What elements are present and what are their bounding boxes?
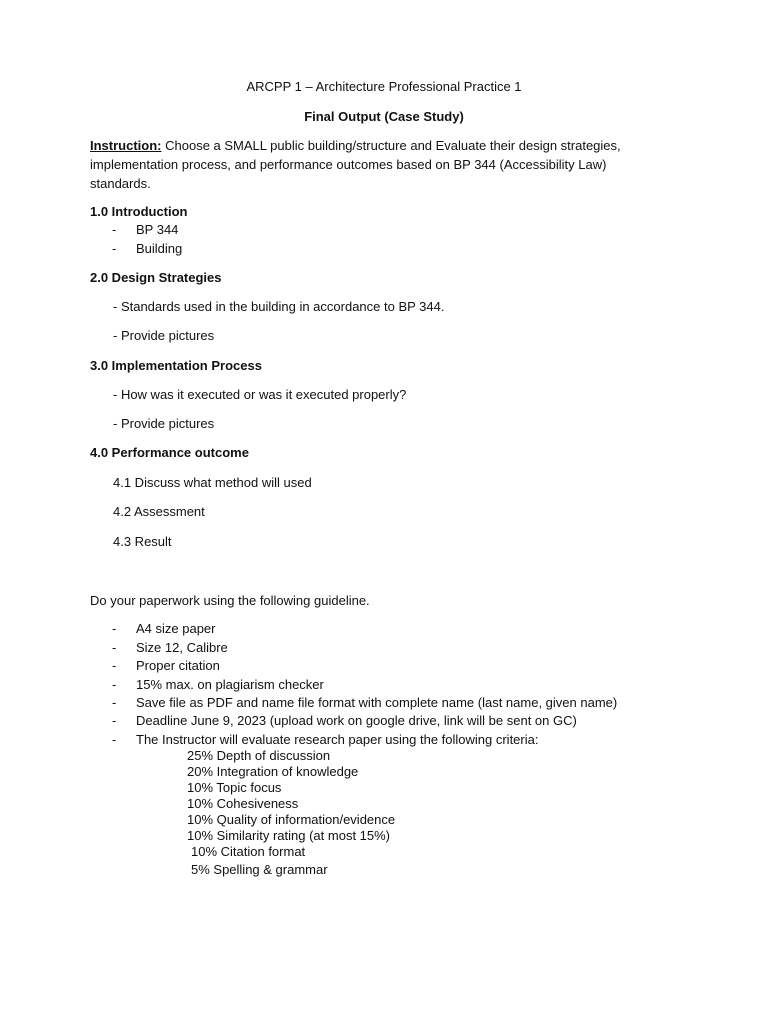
instruction-paragraph bbox=[90, 136, 670, 193]
list-item: 4.2 Assessment bbox=[113, 504, 205, 519]
document-title: Final Output (Case Study) bbox=[304, 109, 464, 124]
criteria-item: 10% Similarity rating (at most 15%) bbox=[187, 828, 391, 843]
guideline-item: The Instructor will evaluate research paper using the following criteria: bbox=[136, 732, 539, 747]
guideline-item: Save file as PDF and name file format with complete name (last name, given name) bbox=[136, 695, 618, 710]
criteria-item: 20% Integration of knowledge bbox=[187, 764, 359, 779]
list-item: 4.1 Discuss what method will used bbox=[113, 475, 312, 490]
list-bullet: - bbox=[112, 695, 117, 710]
list-bullet: - bbox=[112, 621, 117, 636]
section-heading-performance: 4.0 Performance outcome bbox=[90, 445, 249, 460]
list-item: BP 344 bbox=[136, 222, 179, 237]
list-item: - Provide pictures bbox=[113, 328, 215, 343]
guideline-intro: Do your paperwork using the following guideline. bbox=[90, 593, 370, 608]
instruction-label: Instruction: bbox=[90, 138, 162, 153]
section-heading-introduction: 1.0 Introduction bbox=[90, 204, 188, 219]
guideline-item: Proper citation bbox=[136, 658, 220, 673]
criteria-item: 10% Cohesiveness bbox=[187, 796, 299, 811]
guideline-item: 15% max. on plagiarism checker bbox=[136, 677, 324, 692]
list-bullet: - bbox=[112, 732, 117, 747]
criteria-item: 5% Spelling & grammar bbox=[191, 862, 328, 877]
guideline-item: Deadline June 9, 2023 (upload work on google drive, link will be sent on GC) bbox=[136, 713, 577, 728]
criteria-item: 25% Depth of discussion bbox=[187, 748, 331, 763]
list-item: Building bbox=[136, 241, 183, 256]
list-item: - How was it executed or was it executed properly? bbox=[113, 387, 407, 402]
list-bullet: - bbox=[112, 241, 117, 256]
list-item: - Standards used in the building in accordance to BP 344. bbox=[113, 299, 445, 314]
criteria-item: 10% Quality of information/evidence bbox=[187, 812, 396, 827]
criteria-item: 10% Citation format bbox=[191, 844, 306, 859]
section-heading-implementation: 3.0 Implementation Process bbox=[90, 358, 262, 373]
section-heading-design-strategies: 2.0 Design Strategies bbox=[90, 270, 222, 285]
list-item: - Provide pictures bbox=[113, 416, 215, 431]
instruction-text: Choose a SMALL public building/structure and Evaluate their design strategies, implementation process, and performance outcomes based on BP 344 (Accessibility Law) standards. bbox=[90, 138, 621, 191]
guideline-item: A4 size paper bbox=[136, 621, 216, 636]
list-bullet: - bbox=[112, 677, 117, 692]
list-bullet: - bbox=[112, 713, 117, 728]
list-bullet: - bbox=[112, 222, 117, 237]
list-bullet: - bbox=[112, 658, 117, 673]
course-title: ARCPP 1 – Architecture Professional Practice 1 bbox=[246, 79, 522, 94]
guideline-item: Size 12, Calibre bbox=[136, 640, 228, 655]
list-item: 4.3 Result bbox=[113, 534, 172, 549]
criteria-item: 10% Topic focus bbox=[187, 780, 282, 795]
list-bullet: - bbox=[112, 640, 117, 655]
